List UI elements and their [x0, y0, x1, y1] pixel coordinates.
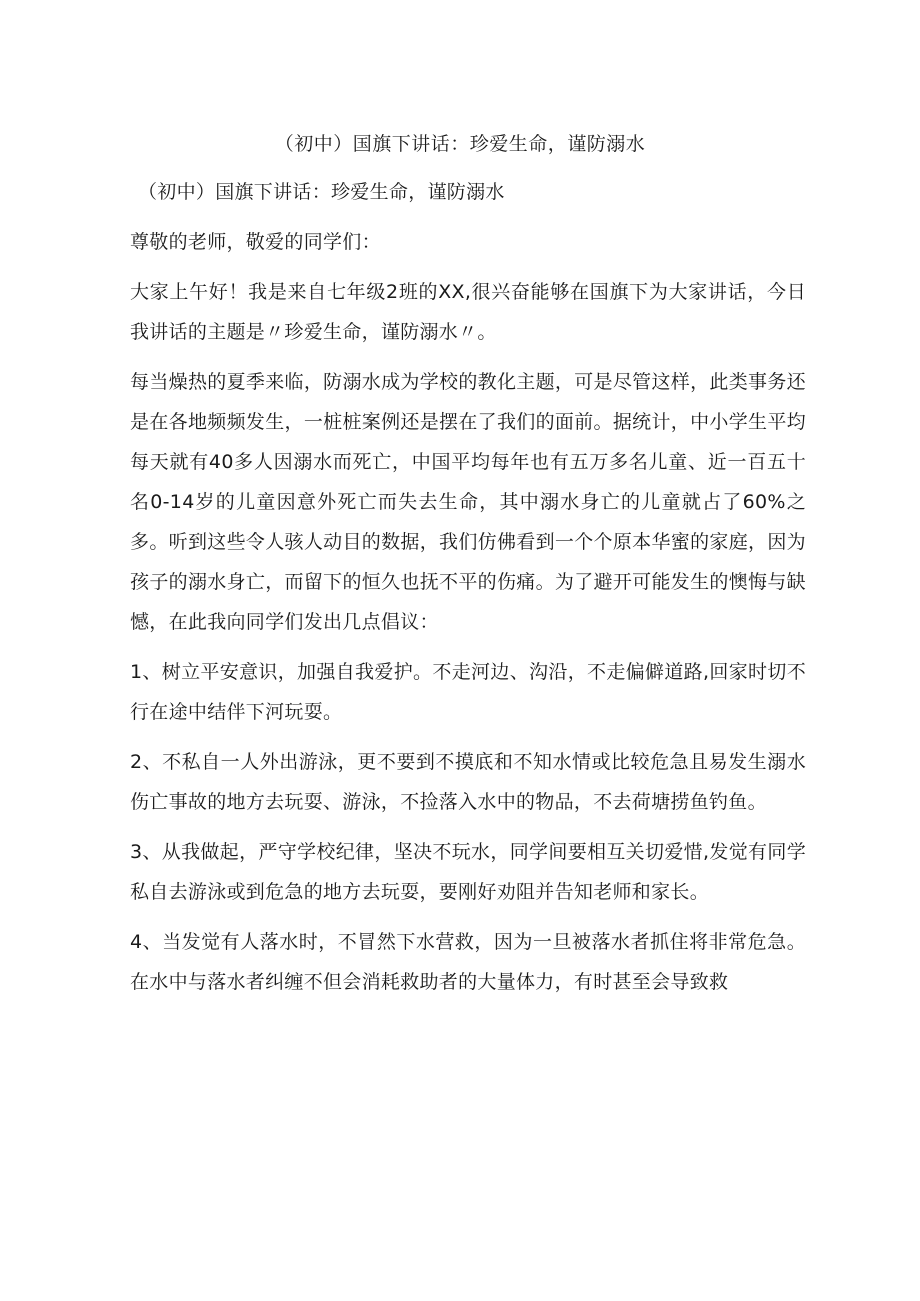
statistics-paragraph: 每当燥热的夏季来临，防溺水成为学校的教化主题，可是尽管这样，此类事务还是在各地频频发生，一桩桩案例还是摆在了我们的面前。据统计，中小学生平均每天就有40多人因溺水而死亡，中国平均每年也有五万多名儿童、近一百五十名0-14岁的儿童因意外死亡而失去生命，其中溺水身亡的儿童就占了60%之多。听到这些令人骇人动目的数据，我们仿佛看到一个个原本华蜜的家庭，因为孩子的溺水身亡，而留下的恒久也抚不平的伤痛。为了避开可能发生的懊悔与缺憾，在此我向同学们发出几点倡议： — [130, 371, 806, 633]
intro-paragraph: 大家上午好！我是来自七年级2班的XX,很兴奋能够在国旗下为大家讲话，今日我讲话的主题是〃珍爱生命，谨防溺水〃。 — [130, 281, 806, 343]
proposal-item-4: 4、当发觉有人落水时，不冒然下水营救，因为一旦被落水者抓住将非常危急。在水中与落水者纠缠不但会消耗救助者的大量体力，有时甚至会导致救 — [130, 931, 806, 993]
subtitle-paragraph: （初中）国旗下讲话：珍爱生命，谨防溺水 — [138, 181, 505, 203]
proposal-item-2: 2、不私自一人外出游泳，更不要到不摸底和不知水情或比较危急且易发生溺水伤亡事故的地方去玩耍、游泳，不捡落入水中的物品，不去荷塘捞鱼钓鱼。 — [130, 751, 806, 813]
document-title: （初中）国旗下讲话：珍爱生命，谨防溺水 — [274, 133, 646, 155]
document-body — [130, 172, 806, 1012]
proposal-item-3: 3、从我做起，严守学校纪律，坚决不玩水，同学间要相互关切爱惜,发觉有同学私自去游泳或到危急的地方去玩耍，要刚好劝阻并告知老师和家长。 — [130, 841, 806, 903]
salutation-paragraph: 尊敬的老师，敬爱的同学们： — [130, 231, 381, 253]
proposal-item-1: 1、树立平安意识，加强自我爱护。不走河边、沟沿，不走偏僻道路,回家时切不行在途中结伴下河玩耍。 — [130, 661, 806, 723]
